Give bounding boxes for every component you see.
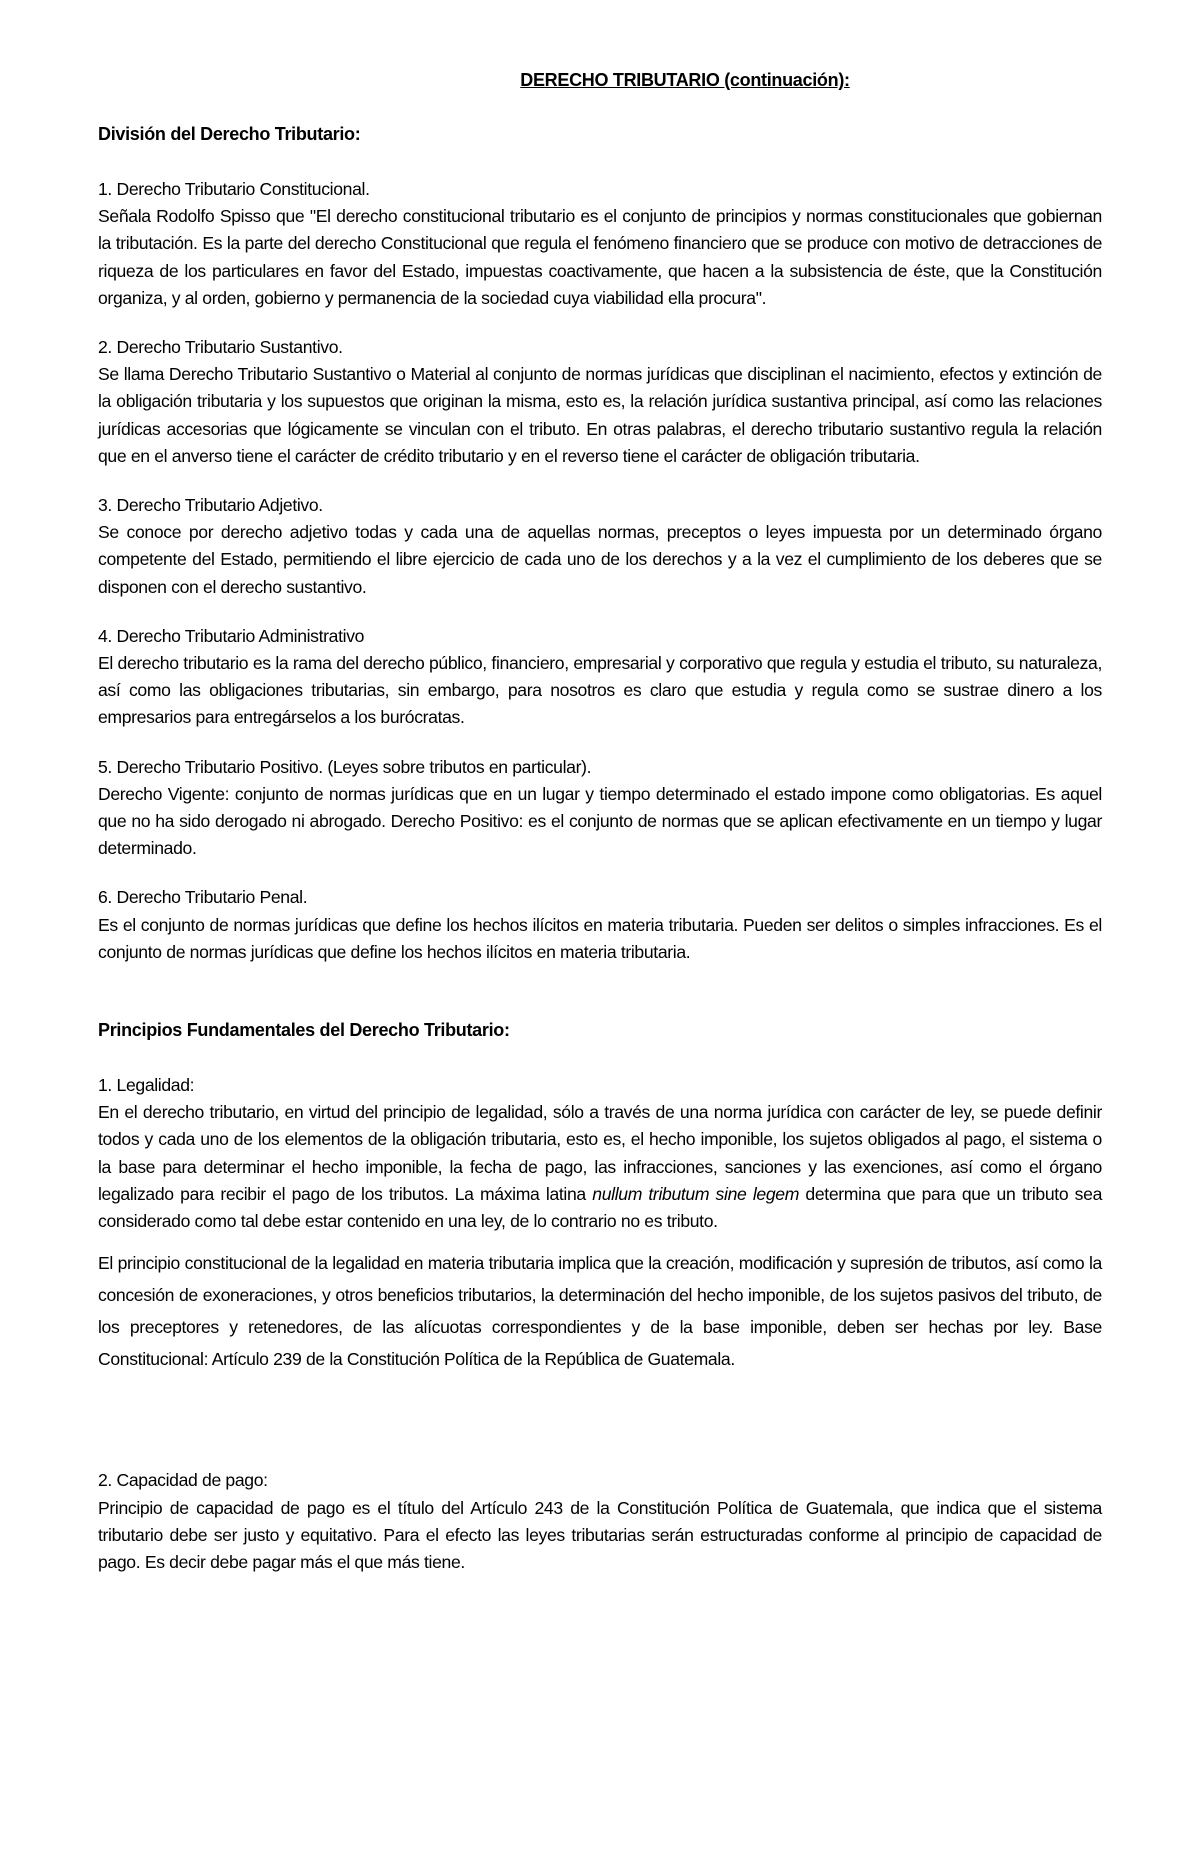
item-body-paragraph-2: El principio constitucional de la legalidad en materia tributaria implica que la creación, modificación y supresión de tributos, así como la concesión de exoneraciones, y otros beneficios tributarios, la determinación del hecho imponible, de los sujetos pasivos del tributo, de los preceptores y retenedores, de las alícuotas correspondientes y de la base imponible, deben ser hechas por ley. Base Constitucional: Artículo 239 de la Constitución Política de la República de Guatemala.: [98, 1253, 1102, 1370]
item-body-text: determina que para que un tributo sea considerado como tal debe estar contenido en una ley, de lo contrario no es tributo.: [98, 1183, 1102, 1232]
list-item: [98, 754, 1102, 863]
item-title: 1. Derecho Tributario Constitucional.: [98, 179, 370, 199]
item-title: 3. Derecho Tributario Adjetivo.: [98, 495, 323, 516]
item-body-text: En el derecho tributario, en virtud del principio de legalidad, sólo a través de una norma jurídica con carácter de ley, se puede definir todos y cada uno de los elementos de la obligación tributaria, esto es, el hecho imponible, los sujetos obligados al pago, el sistema o la base para determinar el hecho imponible, la fecha de pago, las infracciones, sanciones y las exenciones, así como el órgano legalizado para recibir el pago de los tributos. La máxima latina: [98, 1102, 1102, 1204]
item-body: [98, 1099, 1102, 1235]
list-item: [98, 623, 1102, 732]
item-body: Se llama Derecho Tributario Sustantivo o Material al conjunto de normas jurídicas que disciplinan el nacimiento, efectos y extinción de la obligación tributaria y los supuestos que originan la misma, esto es, la relación jurídica sustantiva principal, así como las relaciones jurídicas accesorias que lógicamente se vinculan con el tributo. En otras palabras, el derecho tributario sustantivo regula la relación que en el anverso tiene el carácter de crédito tributario y en el reverso tiene el carácter de obligación tributaria.: [98, 364, 1102, 466]
item-body: Señala Rodolfo Spisso que "El derecho constitucional tributario es el conjunto de principios y normas constitucionales que gobiernan la tributación. Es la parte del derecho Constitucional que regula el fenómeno financiero que se produce con motivo de detracciones de riqueza de los particulares en favor del Estado, impuestas coactivamente, que hacen a la subsistencia de éste, que la Constitución organiza, y al orden, gobierno y permanencia de la sociedad cuya viabilidad ella procura".: [98, 206, 1102, 308]
list-item: [98, 334, 1102, 470]
list-item: [98, 492, 1102, 601]
item-title: 5. Derecho Tributario Positivo. (Leyes sobre tributos en particular).: [98, 756, 592, 777]
item-body: Es el conjunto de normas jurídicas que define los hechos ilícitos en materia tributaria. Pueden ser delitos o simples infracciones. Es el conjunto de normas jurídicas que define los hechos ilícitos en materia tributaria.: [98, 914, 1102, 962]
item-title: 2. Derecho Tributario Sustantivo.: [98, 337, 343, 358]
list-item: [98, 1072, 1102, 1375]
item-title: 1. Legalidad:: [98, 1075, 195, 1096]
item-title: 2. Capacidad de pago:: [98, 1470, 268, 1491]
item-title: 4. Derecho Tributario Administrativo: [98, 625, 365, 646]
section-heading-principios: Principios Fundamentales del Derecho Tributario:: [98, 1020, 510, 1041]
item-body: Derecho Vigente: conjunto de normas jurídicas que en un lugar y tiempo determinado el estado impone como obligatorias. Es aquel que no ha sido derogado ni abrogado. Derecho Positivo: es el conjunto de normas que se aplican efectivamente en un tiempo y lugar determinado.: [98, 783, 1102, 859]
item-body: Principio de capacidad de pago es el título del Artículo 243 de la Constitución Política de Guatemala, que indica que el sistema tributario debe ser justo y equitativo. Para el efecto las leyes tributarias serán estructuradas conforme al principio de capacidad de pago. Es decir debe pagar más el que más tiene.: [98, 1497, 1102, 1572]
section-heading-division: División del Derecho Tributario:: [98, 124, 361, 144]
list-item: [98, 176, 1102, 312]
document-title: DERECHO TRIBUTARIO (continuación):: [520, 70, 850, 90]
item-body: Se conoce por derecho adjetivo todas y cada una de aquellas normas, preceptos o leyes impuesta por un determinado órgano competente del Estado, permitiendo el libre ejercicio de cada uno de los derechos y a la vez el cumplimiento de los deberes que se disponen con el derecho sustantivo.: [98, 522, 1102, 597]
item-body: El derecho tributario es la rama del derecho público, financiero, empresarial y corporativo que regula y estudia el tributo, su naturaleza, así como las obligaciones tributarias, sin embargo, para nosotros es claro que estudia y regula como se sustrae dinero a los empresarios para entregárselos a los burócratas.: [98, 653, 1102, 728]
list-item: [98, 884, 1102, 966]
item-title: 6. Derecho Tributario Penal.: [98, 887, 308, 908]
list-item: [98, 1467, 1102, 1576]
latin-maxim: nullum tributum sine legem: [592, 1183, 800, 1204]
